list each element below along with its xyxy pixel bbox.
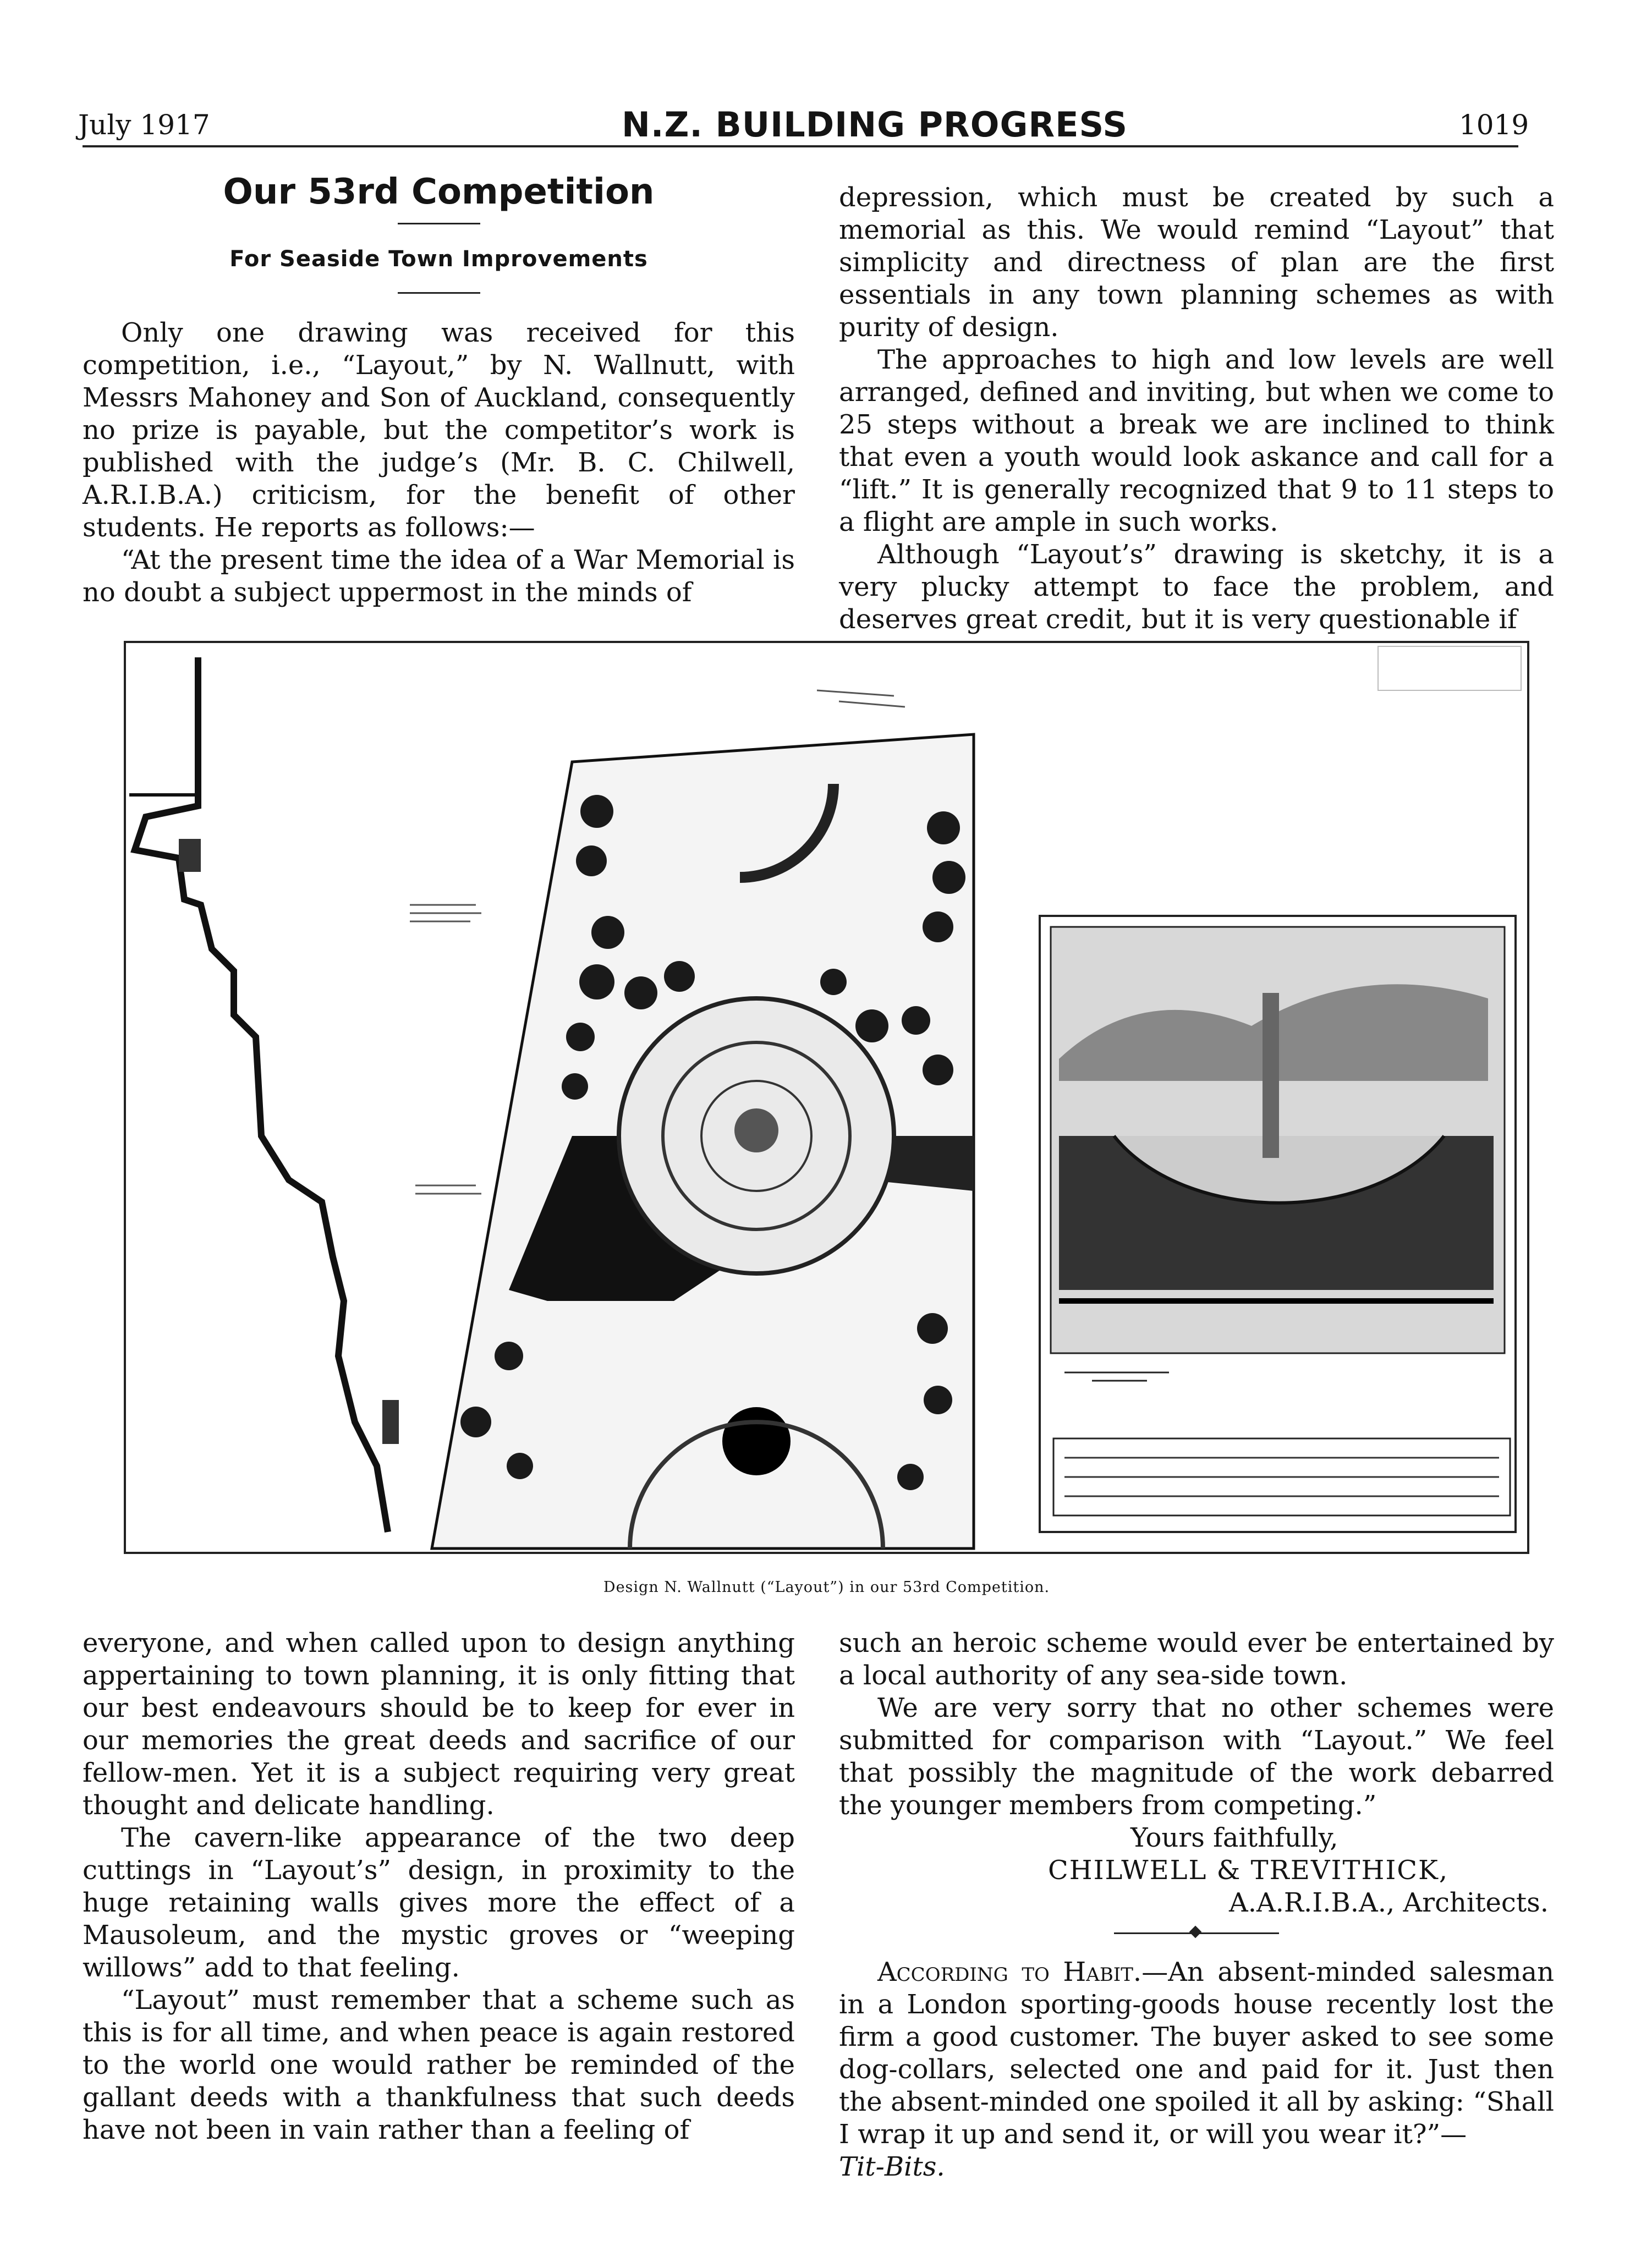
- section-divider: [1114, 1932, 1279, 1934]
- signature-credentials: A.A.R.I.B.A., Architects.: [1229, 1887, 1549, 1918]
- anecdote-heading: According to Habit.: [877, 1957, 1142, 1987]
- paragraph: such an heroic scheme would ever be entertained by a local authority of any sea-side town.: [839, 1628, 1554, 1691]
- paragraph: “At the present time the idea of a War Memorial is no doubt a subject uppermost in the minds of: [83, 545, 795, 608]
- war-memorial: [734, 1108, 778, 1152]
- article-column-1: [83, 172, 795, 609]
- design-drawing: [124, 641, 1529, 1554]
- figure-caption: Design N. Wallnutt (“Layout”) in our 53rd Competition.: [603, 1579, 1050, 1596]
- paragraph: Only one drawing was received for this competition, i.e., “Layout,” by N. Wallnutt, with Messrs Mahoney and Son of Auckland, consequently no prize is payable, but the competitor’s work is published with the judge’s (Mr. B. C. Chilwell, A.R.I.B.A.) criticism, for the benefit of other students. He reports as follows:—: [83, 317, 795, 543]
- header-rule: [83, 145, 1518, 147]
- article-title: Our 53rd Competition: [223, 172, 655, 212]
- article-column-3: [83, 1627, 795, 2146]
- article-column-4: [839, 1627, 1554, 2183]
- paragraph: Although “Layout’s” drawing is sketchy, it is a very plucky attempt to face the problem, and deserves great credit, but it is very questionable if: [839, 539, 1554, 635]
- paragraph: The cavern-like appearance of the two deep cuttings in “Layout’s” design, in proximity to the huge retaining walls gives more the effect of a Mausoleum, and the mystic groves or “weeping willows” add to that feeling.: [83, 1822, 795, 1983]
- article-column-2: [839, 182, 1554, 636]
- title-rule: [398, 223, 480, 224]
- article-subtitle: For Seaside Town Improvements: [229, 246, 648, 272]
- paragraph: The approaches to high and low levels are well arranged, defined and inviting, but when we come to 25 steps without a break we are inclined to think that even a youth would look askance and call for a “lift.” It is generally recognized that 9 to 11 steps to a flight are ample in such works.: [839, 344, 1554, 537]
- paragraph: everyone, and when called upon to design anything appertaining to town planning, it is only fitting that our best endeavours should be to keep for ever in our memories the great deeds and sacrifice of our fellow-men. Yet it is a subject requiring very great thought and delicate handling.: [83, 1628, 795, 1821]
- anecdote-paragraph: [839, 1956, 1554, 2183]
- subtitle-rule: [398, 292, 480, 294]
- paragraph: We are very sorry that no other schemes were submitted for comparison with “Layout.” We feel that possibly the magnitude of the work debarred the younger members from competing.”: [839, 1693, 1554, 1821]
- design-figure: [124, 641, 1529, 1554]
- header-date: July 1917: [78, 109, 210, 141]
- anecdote-source: Tit-Bits.: [839, 2151, 945, 2182]
- paragraph: depression, which must be created by such a memorial as this. We would remind “Layout” that simplicity and directness of plan are the first essentials in any town planning schemes as with purity of design.: [839, 182, 1554, 343]
- lower-rotunda: [722, 1407, 791, 1475]
- anecdote-body: —An absent-minded salesman in a London sporting-goods house recently lost the firm a good customer. The buyer asked to see some dog-collars, selected one and paid for it. Just then the absent-minded one spoiled it all by asking: “Shall I wrap it up and send it, or will you wear it?”—: [839, 1957, 1554, 2150]
- page-number: 1019: [1459, 109, 1529, 141]
- paragraph: “Layout” must remember that a scheme such as this is for all time, and when peace is again restored to the world one would rather be reminded of the gallant deeds with a thankfulness that such deeds have not been in vain rather than a feeling of: [83, 1985, 795, 2145]
- signature-closing: Yours faithfully,: [1130, 1822, 1338, 1853]
- magazine-title: N.Z. BUILDING PROGRESS: [622, 105, 1128, 145]
- wall-structure: [179, 839, 201, 872]
- signature-firm: CHILWELL & TREVITHICK,: [1048, 1855, 1449, 1886]
